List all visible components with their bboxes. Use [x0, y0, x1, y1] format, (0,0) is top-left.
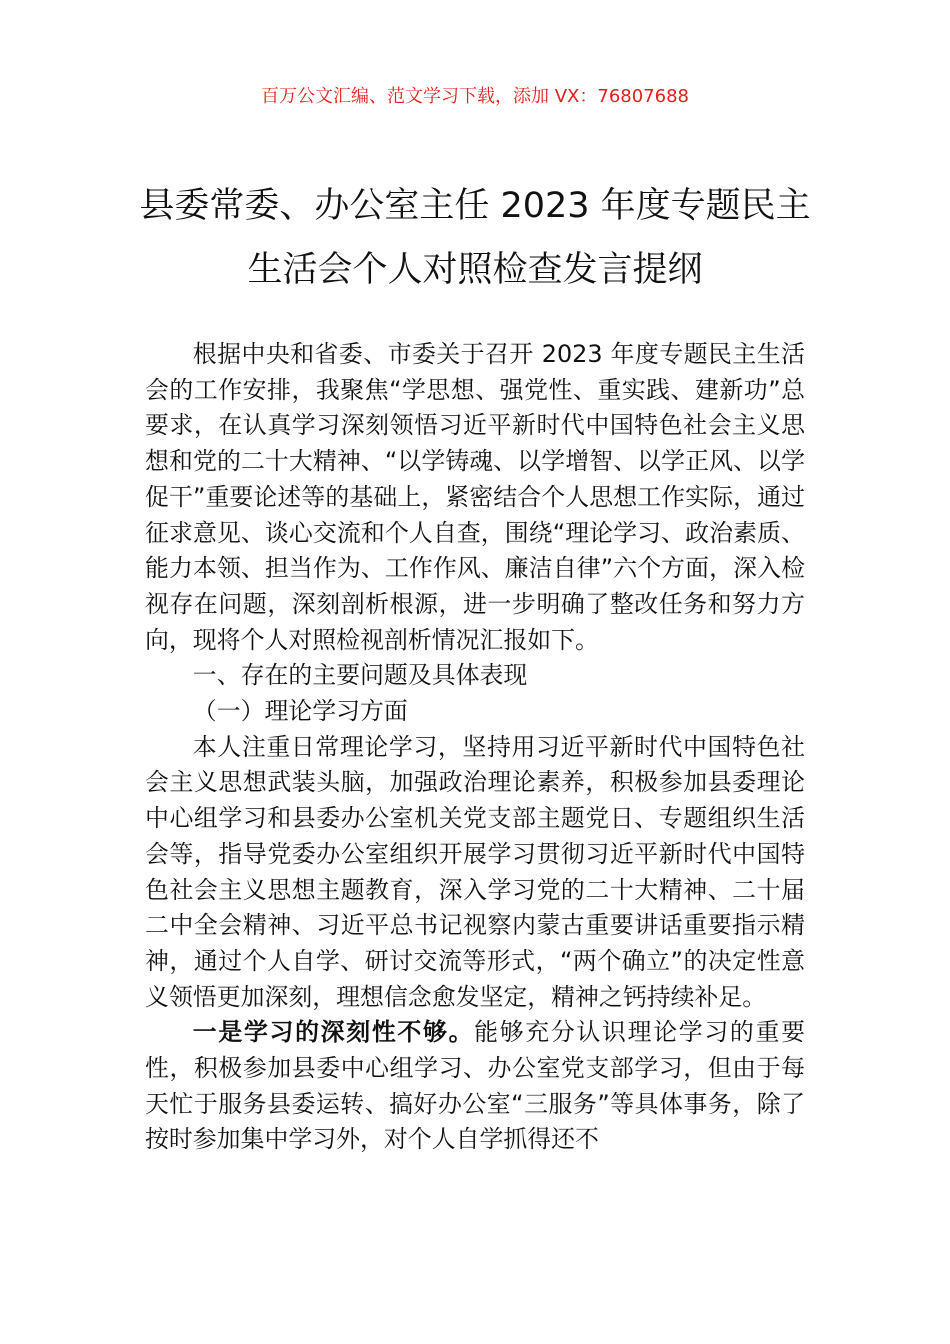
document-title [0, 174, 950, 302]
problem-paragraph [145, 1015, 805, 1158]
title-line-2: 生活会个人对照检查发言提纲 [247, 250, 703, 290]
body-paragraph: 本人注重日常理论学习，坚持用习近平新时代中国特色社会主义思想武装头脑，加强政治理论素养，积极参加县委理论中心组学习和县委办公室机关党支部主题党日、专题组织生活会等，指导党委办公室组织开展学习贯彻习近平新时代中国特色社会主义思想主题教育，深入学习党的二十大精神、二十届二中全会精神、习近平总书记视察内蒙古重要讲话重要指示精神，通过个人自学、研讨交流等形式，“两个确立”的决定性意义领悟更加深刻，理想信念愈发坚定，精神之钙持续补足。 [145, 732, 805, 1011]
document-body [145, 337, 805, 1158]
subsection-heading: （一）理论学习方面 [192, 697, 408, 726]
watermark-banner: 百万公文汇编、范文学习下载，添加 VX：76807688 [261, 86, 689, 107]
title-line-1: 县委常委、办公室主任 2023 年度专题民主 [139, 186, 811, 226]
intro-paragraph: 根据中央和省委、市委关于召开 2023 年度专题民主生活会的工作安排，我聚焦“学思想、强党性、重实践、建新功”总要求，在认真学习深刻领悟习近平新时代中国特色社会主义思想和党的二十大精神、“以学铸魂、以学增智、以学正风、以学促干”重要论述等的基础上，紧密结合个人思想工作实际，通过征求意见、谈心交流和个人自查，围绕“理论学习、政治素质、能力本领、担当作为、工作作风、廉洁自律”六个方面，深入检视存在问题，深刻剖析根源，进一步明确了整改任务和努力方向，现将个人对照检视剖析情况汇报如下。 [145, 340, 805, 654]
section-heading: 一、存在的主要问题及具体表现 [192, 661, 528, 690]
problem-text: 能够充分认识理论学习的重要性，积极参加县委中心组学习、办公室党支部学习，但由于每天忙于服务县委运转、搞好办公室“三服务”等具体事务，除了按时参加集中学习外，对个人自学抓得还不 [145, 1018, 805, 1154]
problem-lead: 一是学习的深刻性不够。 [192, 1018, 475, 1047]
